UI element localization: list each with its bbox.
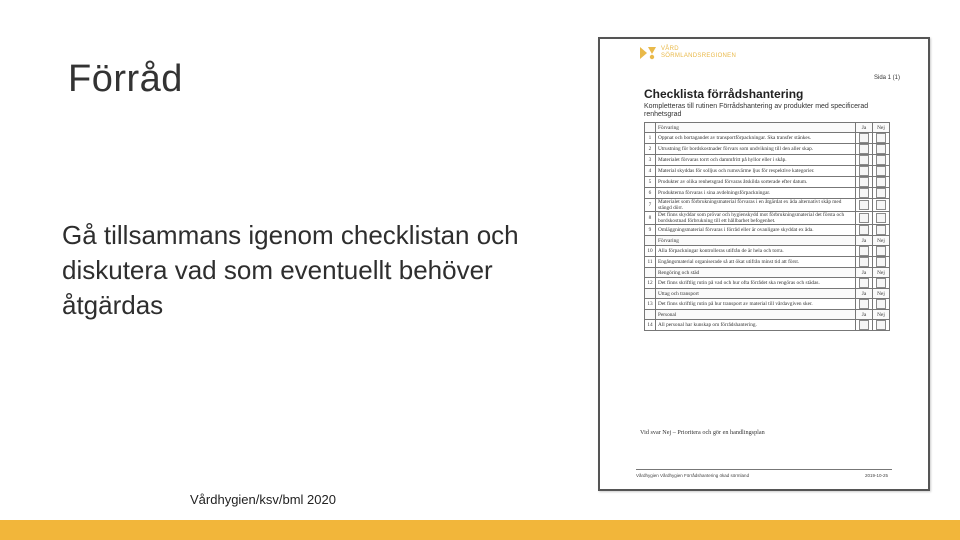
checklist-row: [645, 320, 890, 331]
checklist-row: [645, 212, 890, 225]
item-text: Det finns skriftlig rutin på vad och hur ofta förrådet ska rengöras och städas.: [656, 278, 856, 289]
document-intro: Kompletteras till rutinen Förrådshantering av produkter med specificerad renhetsgrad: [644, 103, 869, 118]
item-text: Produkter av olika renhetsgrad förvaras åtskilda sorterade efter datum.: [656, 177, 856, 188]
ja-cell: [856, 155, 873, 166]
ja-checkbox[interactable]: [859, 320, 869, 330]
document-logo: [638, 45, 736, 61]
document-title: Checklista förrådshantering: [644, 87, 804, 101]
item-text: All personal har kunskap om förrådshantering.: [656, 320, 856, 331]
nej-checkbox[interactable]: [876, 177, 886, 187]
ja-cell: [856, 188, 873, 199]
ja-cell: [856, 320, 873, 331]
nej-cell: [873, 278, 890, 289]
item-text: Produkterna förvaras i sina avdelningsförpackningar.: [656, 188, 856, 199]
section-nej-label: Nej: [873, 310, 890, 320]
document-page-label: Sida 1 (1): [873, 75, 900, 81]
ja-checkbox[interactable]: [859, 213, 869, 223]
item-number: 13: [645, 299, 656, 310]
ja-cell: [856, 133, 873, 144]
checklist-row: [645, 177, 890, 188]
section-title: Förvaring: [656, 123, 856, 133]
section-num-cell: [645, 289, 656, 299]
ja-cell: [856, 225, 873, 236]
item-text: Det finns skriftlig rutin på hur transport av material till vårdavgiven sker.: [656, 299, 856, 310]
nej-cell: [873, 144, 890, 155]
checklist-section-header: [645, 268, 890, 278]
section-ja-label: Ja: [856, 268, 873, 278]
slide-body-text: Gå tillsammans igenom checklistan och diskutera vad som eventuellt behöver åtgärdas: [62, 220, 519, 321]
nej-checkbox[interactable]: [876, 133, 886, 143]
section-num-cell: [645, 310, 656, 320]
item-number: 1: [645, 133, 656, 144]
item-number: 10: [645, 246, 656, 257]
ja-cell: [856, 144, 873, 155]
checklist-section-header: [645, 236, 890, 246]
document-footer: Vårdhygien Vårdhygien Förrådshantering ökad sörmland: [636, 473, 750, 478]
checklist-row: [645, 155, 890, 166]
checklist-table: [644, 122, 890, 331]
nej-cell: [873, 155, 890, 166]
ja-cell: [856, 299, 873, 310]
nej-cell: [873, 188, 890, 199]
nej-checkbox[interactable]: [876, 144, 886, 154]
checklist-section-header: [645, 310, 890, 320]
ja-checkbox[interactable]: [859, 177, 869, 187]
ja-checkbox[interactable]: [859, 155, 869, 165]
nej-cell: [873, 299, 890, 310]
item-number: 12: [645, 278, 656, 289]
nej-checkbox[interactable]: [876, 299, 886, 309]
item-text: Utrustning för bordskostnader förvars som undvikning till den aller skap.: [656, 144, 856, 155]
nej-checkbox[interactable]: [876, 213, 886, 223]
section-nej-label: Nej: [873, 268, 890, 278]
document-note: Vid svar Nej – Prioritera och gör en handlingsplan: [640, 429, 765, 436]
section-ja-label: Ja: [856, 289, 873, 299]
nej-checkbox[interactable]: [876, 188, 886, 198]
section-ja-label: Ja: [856, 236, 873, 246]
item-number: 7: [645, 199, 656, 212]
ja-checkbox[interactable]: [859, 166, 869, 176]
section-title: Uttag och transport: [656, 289, 856, 299]
ja-checkbox[interactable]: [859, 299, 869, 309]
ja-cell: [856, 246, 873, 257]
checklist-section-header: [645, 123, 890, 133]
section-ja-label: Ja: [856, 310, 873, 320]
nej-cell: [873, 166, 890, 177]
slide-title: Förråd: [68, 58, 183, 100]
section-title: Personal: [656, 310, 856, 320]
nej-cell: [873, 246, 890, 257]
nej-cell: [873, 225, 890, 236]
item-text: Materialet som förbrukningsmaterial förvaras i en åtgärdat ex åda alternativt skåp med stängd dörr.: [656, 199, 856, 212]
ja-checkbox[interactable]: [859, 257, 869, 267]
item-text: Alla förpackningar kontrolleras utifrån de är hela och torra.: [656, 246, 856, 257]
ja-cell: [856, 212, 873, 225]
logo-line-1: VÅRD: [661, 46, 679, 52]
checklist-row: [645, 299, 890, 310]
ja-cell: [856, 278, 873, 289]
checklist-row: [645, 199, 890, 212]
nej-cell: [873, 133, 890, 144]
document-image: [598, 37, 930, 491]
item-number: 2: [645, 144, 656, 155]
logo-icon: [638, 45, 658, 61]
nej-cell: [873, 320, 890, 331]
item-number: 11: [645, 257, 656, 268]
nej-cell: [873, 257, 890, 268]
bottom-accent-bar: [0, 520, 960, 540]
item-text: Oppnat och bortagandet av transportförpackningar. Ska transfer stänkes.: [656, 133, 856, 144]
item-number: 14: [645, 320, 656, 331]
nej-checkbox[interactable]: [876, 200, 886, 210]
checklist-row: [645, 246, 890, 257]
ja-checkbox[interactable]: [859, 246, 869, 256]
item-number: 5: [645, 177, 656, 188]
nej-cell: [873, 199, 890, 212]
item-text: Engångsmaterial organiserade så att ökat utifrån minst tid att först.: [656, 257, 856, 268]
item-number: 6: [645, 188, 656, 199]
nej-checkbox[interactable]: [876, 225, 886, 235]
section-ja-label: Ja: [856, 123, 873, 133]
ja-checkbox[interactable]: [859, 133, 869, 143]
item-number: 9: [645, 225, 656, 236]
checklist-row: [645, 188, 890, 199]
checklist-row: [645, 166, 890, 177]
section-title: Rengöring och städ: [656, 268, 856, 278]
nej-cell: [873, 212, 890, 225]
section-nej-label: Nej: [873, 123, 890, 133]
nej-checkbox[interactable]: [876, 155, 886, 165]
item-text: Omläggningsmaterial förvaras i förråd eller är ovanligare skyddat ex åda.: [656, 225, 856, 236]
checklist-row: [645, 278, 890, 289]
logo-line-2: SÖRMLANDSREGIONEN: [661, 53, 737, 59]
item-text: Det finns skyddar som prövar och hygienskydd mot förbrukningsmaterial det första och bordskostnad förbrukning till ett hållbarhet befogenhet.: [656, 212, 856, 225]
nej-checkbox[interactable]: [876, 278, 886, 288]
ja-checkbox[interactable]: [859, 278, 869, 288]
document-date: 2019-10-25: [864, 473, 888, 478]
nej-checkbox[interactable]: [876, 166, 886, 176]
item-number: 8: [645, 212, 656, 225]
section-num-cell: [645, 236, 656, 246]
section-num-cell: [645, 268, 656, 278]
item-text: Material skyddas för solljus och rumsvärme ljus för respektive kategorier.: [656, 166, 856, 177]
checklist-row: [645, 225, 890, 236]
ja-checkbox[interactable]: [859, 188, 869, 198]
nej-checkbox[interactable]: [876, 320, 886, 330]
nej-cell: [873, 177, 890, 188]
document-footer-divider: [636, 469, 892, 470]
ja-cell: [856, 199, 873, 212]
nej-checkbox[interactable]: [876, 257, 886, 267]
section-num-cell: [645, 123, 656, 133]
checklist-row: [645, 257, 890, 268]
item-number: 4: [645, 166, 656, 177]
section-nej-label: Nej: [873, 236, 890, 246]
ja-cell: [856, 257, 873, 268]
item-number: 3: [645, 155, 656, 166]
ja-cell: [856, 177, 873, 188]
item-text: Materialet förvaras torrt och dammfritt på hyllor eller i skåp.: [656, 155, 856, 166]
slide-footer-text: Vårdhygien/ksv/bml 2020: [190, 492, 336, 507]
section-nej-label: Nej: [873, 289, 890, 299]
checklist-row: [645, 144, 890, 155]
checklist-section-header: [645, 289, 890, 299]
ja-checkbox[interactable]: [859, 225, 869, 235]
ja-checkbox[interactable]: [859, 200, 869, 210]
ja-checkbox[interactable]: [859, 144, 869, 154]
checklist-row: [645, 133, 890, 144]
nej-checkbox[interactable]: [876, 246, 886, 256]
section-title: Förvaring: [656, 236, 856, 246]
ja-cell: [856, 166, 873, 177]
